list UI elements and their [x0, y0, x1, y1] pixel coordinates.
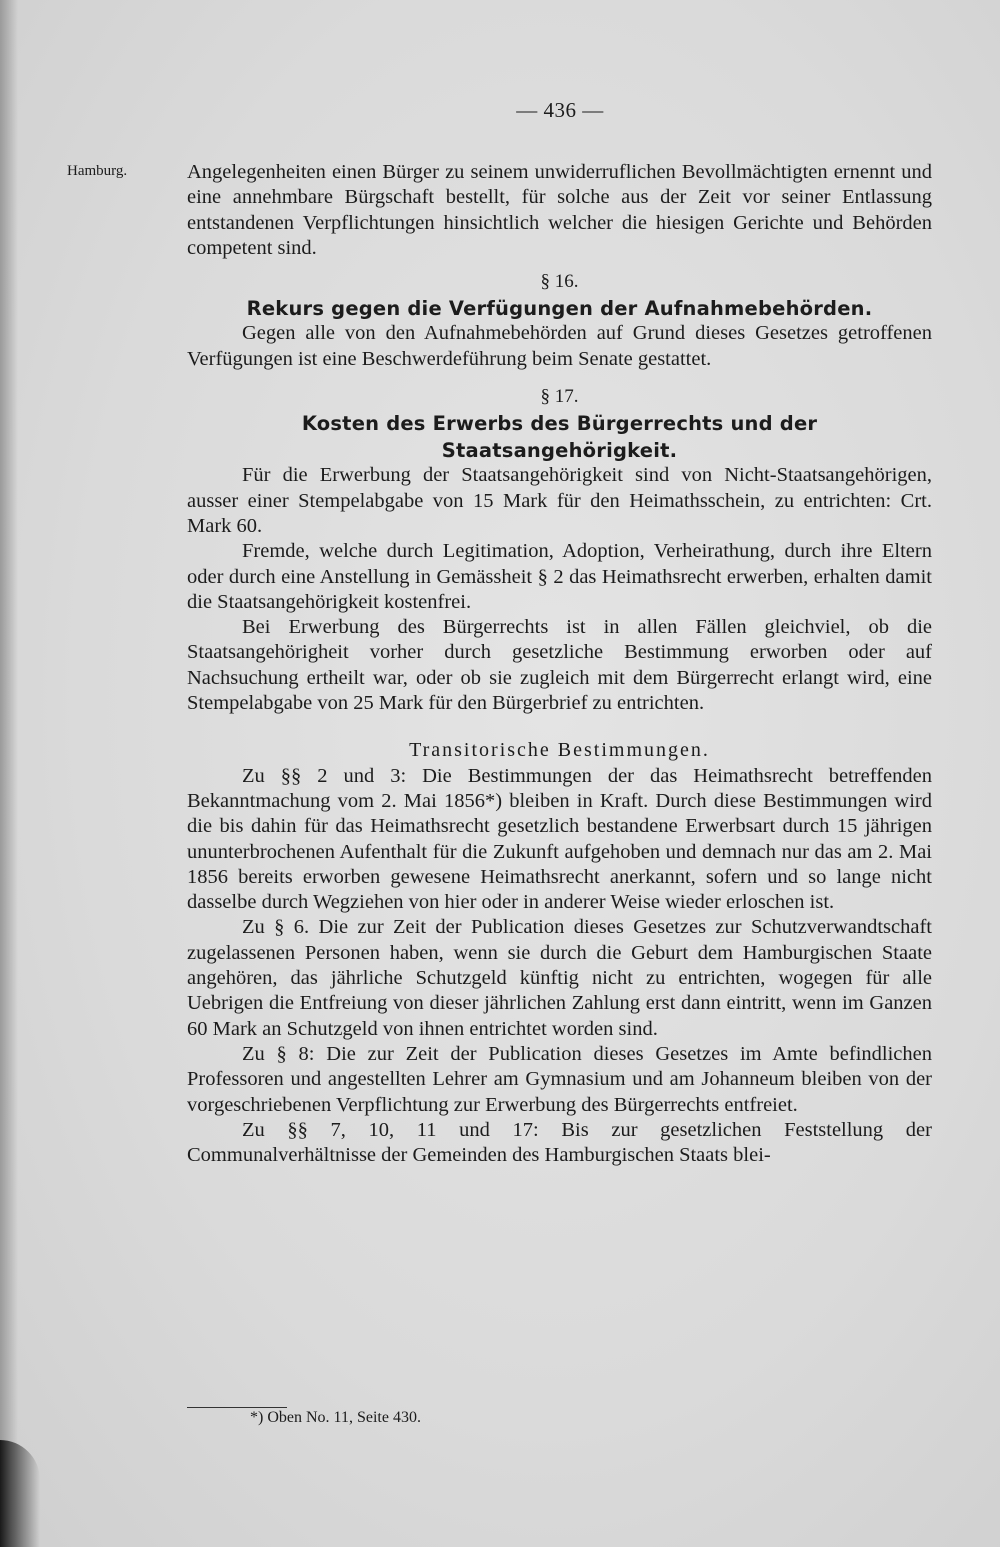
section-17-paragraph-2: Fremde, welche durch Legitimation, Adoption, Verheirathung, durch ihre Eltern oder durch eine Anstellung in Gemässheit § 2 das Heimathsrecht erwerben, erhalten damit die Staatsangehörigkeit kostenfrei.	[187, 540, 932, 613]
section-17-paragraph-1: Für die Erwerbung der Staatsangehörigkeit sind von Nicht-Staatsangehörigen, ausser einer Stempelabgabe von 15 Mark für den Heimathsschein, zu entrichten: Crt. Mark 60.	[187, 464, 932, 537]
section-17-heading-line-1: Kosten des Erwerbs des Bürgerrechts und der	[301, 412, 818, 436]
body-text	[187, 160, 932, 1168]
section-17-heading-line-2: Staatsangehörigkeit.	[441, 439, 678, 463]
section-16-heading: Rekurs gegen die Verfügungen der Aufnahmebehörden.	[246, 297, 873, 321]
section-17-mark: § 17.	[540, 386, 579, 408]
transitional-provisions-heading: Transitorische Bestimmungen.	[409, 739, 710, 762]
scan-edge-shadow	[0, 1440, 40, 1547]
transitional-paragraph-4: Zu §§ 7, 10, 11 und 17: Bis zur gesetzlichen Feststellung der Communalverhältnisse der Gemeinden des Hamburgischen Staats blei-	[187, 1118, 932, 1167]
transitional-paragraph-1: Zu §§ 2 und 3: Die Bestimmungen der das Heimathsrecht betreffenden Bekanntmachung vom 2. Mai 1856*) bleiben in Kraft. Durch diese Bestimmungen wird die bis dahin für das Heimathsrecht gesetzlich bestandene Erwerbsart durch 15 jährigen ununterbrochenen Aufenthalt für die Zukunft aufgehoben und demnach nur das am 2. Mai 1856 bereits erworben gewesene Heimathsrecht anerkannt, sofern und so lange nicht dasselbe durch Wegziehen von hier oder in anderer Weise wieder erloschen ist.	[187, 764, 932, 914]
transitional-paragraph-3: Zu § 8: Die zur Zeit der Publication dieses Gesetzes im Amte befindlichen Professoren und angestellten Lehrer am Gymnasium und am Johanneum bleiben von der vorgeschriebenen Verpflichtung zur Erwerbung des Bürgerrechts entfreiet.	[187, 1042, 932, 1116]
paragraph-continuation: Angelegenheiten einen Bürger zu seinem unwiderruflichen Bevollmächtigten ernennt und eine annehmbare Bürgschaft bestellt, für solche aus der Zeit vor seiner Entlassung entstandenen Verpflichtungen hinsichtlich welcher die hiesigen Gerichte und Behörden competent sind.	[187, 161, 932, 259]
footnote: *) Oben No. 11, Seite 430.	[250, 1409, 421, 1426]
section-16-paragraph: Gegen alle von den Aufnahmebehörden auf Grund dieses Gesetzes getroffenen Verfügungen ist eine Beschwerdeführung beim Senate gestattet.	[187, 322, 932, 370]
section-16-mark: § 16.	[540, 271, 579, 293]
margin-note: Hamburg.	[67, 163, 128, 179]
transitional-paragraph-2: Zu § 6. Die zur Zeit der Publication dieses Gesetzes zur Schutzverwandtschaft zugelassenen Personen haben, wenn sie durch die Geburt dem Hamburgischen Staate angehören, das jährliche Schutzgeld künftig nicht zu entrichten, wogegen für alle Uebrigen die Entfreiung von dieser jährlichen Zahlung erst dann eintritt, wenn im Ganzen 60 Mark an Schutzgeld von ihnen entrichtet worden sind.	[187, 916, 932, 1040]
footnote-rule	[187, 1407, 287, 1408]
section-17-paragraph-3: Bei Erwerbung des Bürgerrechts ist in allen Fällen gleichviel, ob die Staatsangehörigheit vorher durch gesetzliche Bestimmung erworben oder auf Nachsuchung ertheilt war, oder ob sie zugleich mit dem Bürgerrecht erlangt wird, eine Stempelabgabe von 25 Mark für den Bürgerbrief zu entrichten.	[187, 616, 932, 715]
binding-shadow	[0, 0, 18, 1547]
page-number: — 436 —	[516, 98, 604, 122]
